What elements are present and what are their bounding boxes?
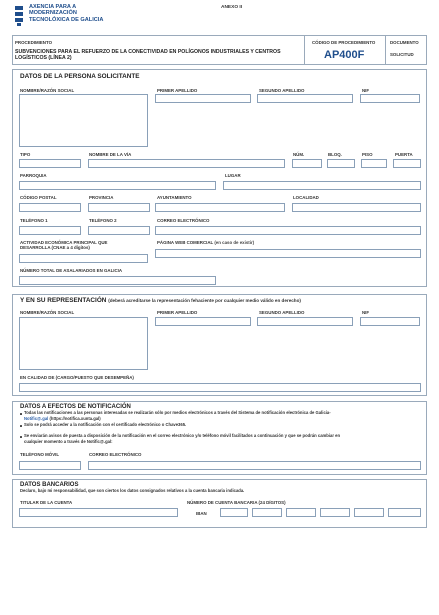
notification-text-1a: Todas las notificaciones a las personas interesadas se realizarán sólo por medios electrónicos a través del Sistema de notificación electrónica de Galicia-	[24, 410, 331, 415]
floor-field[interactable]	[361, 159, 387, 168]
agency-emblem-icon	[14, 5, 24, 27]
parish-field[interactable]	[19, 181, 216, 190]
street-name-label: NOMBRE DE LA VÍA	[89, 152, 132, 157]
notification-text-3b: cualquier momento a través de Notific@.gal:	[24, 438, 113, 444]
activity-label-2: DESARROLLA (CNAE a 4 dígitos)	[20, 245, 90, 250]
street-number-field[interactable]	[292, 159, 322, 168]
applicant-email-field[interactable]	[155, 226, 421, 235]
mobile-label: TELÉFONO MÓVIL	[20, 452, 60, 457]
place-label: LUGAR	[225, 173, 241, 178]
street-number-label: NÚM.	[293, 152, 305, 157]
applicant-nif-field[interactable]	[360, 94, 420, 103]
rep-surname2-field[interactable]	[257, 317, 353, 326]
postal-code-label: CÓDIGO POSTAL	[20, 195, 57, 200]
account-block5-field[interactable]	[388, 508, 421, 517]
account-entity-field[interactable]	[252, 508, 282, 517]
logo-line-1: AXENCIA PARA A	[29, 4, 77, 10]
account-number-label: NÚMERO DE CUENTA BANCARIA (24 DÍGITOS)	[187, 500, 286, 505]
notification-text-3a: Se enviarán avisos de puesta a disposición de la notificación en el correo electrónico y/o teléfono móvil facilitados a continuación y que se podrán cambiar en	[24, 433, 341, 438]
street-type-label: TIPO	[20, 152, 31, 157]
employees-label: NÚMERO TOTAL DE ASALARIADOS EN GALICIA	[20, 268, 123, 273]
phone1-label: TELÉFONO 1	[20, 218, 48, 223]
account-block4-field[interactable]	[354, 508, 384, 517]
municipality-label: AYUNTAMIENTO	[157, 195, 192, 200]
mobile-field[interactable]	[19, 461, 81, 470]
bank-section-title: DATOS BANCARIOS	[20, 482, 79, 488]
door-label: PUERTA	[395, 152, 413, 157]
applicant-email-label: CORREO ELECTRÓNICO	[157, 218, 210, 223]
account-holder-label: TITULAR DE LA CUENTA	[20, 500, 73, 505]
place-field[interactable]	[223, 181, 421, 190]
account-block3-field[interactable]	[320, 508, 350, 517]
representative-section-title	[20, 298, 301, 304]
logo-line-3: TECNOLÓXICA DE GALICIA	[29, 16, 104, 23]
applicant-section-title: DATOS DE LA PERSONA SOLICITANTE	[20, 73, 140, 80]
block-label: BLOQ.	[328, 152, 342, 157]
notification-text-1	[24, 410, 420, 421]
postal-code-field[interactable]	[19, 203, 81, 212]
phone1-field[interactable]	[19, 226, 81, 235]
locality-label: LOCALIDAD	[293, 195, 319, 200]
locality-field[interactable]	[292, 203, 421, 212]
phone2-field[interactable]	[88, 226, 150, 235]
activity-label: ACTIVIDAD ECONÓMICA PRINCIPAL QUE	[20, 240, 108, 245]
applicant-surname2-label: SEGUNDO APELLIDO	[259, 88, 305, 93]
bank-declaration: Declaro, bajo mi responsabilidad, que son ciertos los datos consignados relativos a la cuenta bancaria indicada.	[20, 488, 245, 493]
province-field[interactable]	[88, 203, 150, 212]
block-field[interactable]	[327, 159, 355, 168]
activity-field[interactable]	[19, 254, 148, 263]
applicant-name-label: NOMBRE/RAZÓN SOCIAL	[20, 88, 75, 93]
procedure-title: SUBVENCIONES PARA EL REFUERZO DE LA CONECTIVIDAD EN POLÍGONOS INDUSTRIALES Y CENTROS LOGÍSTICOS (LÍNEA 2)	[15, 49, 281, 62]
rep-nif-field[interactable]	[360, 317, 420, 326]
notification-email-label: CORREO ELECTRÓNICO	[89, 452, 142, 457]
account-holder-field[interactable]	[19, 508, 178, 517]
procedure-code-label: CÓDIGO DE PROCEDIMIENTO	[312, 40, 376, 45]
province-label: PROVINCIA	[89, 195, 114, 200]
document-value: SOLICITUD	[390, 52, 414, 57]
door-field[interactable]	[393, 159, 421, 168]
rep-role-field[interactable]	[19, 383, 421, 392]
representative-title-text: Y EN SU REPRESENTACIÓN	[20, 297, 107, 304]
rep-name-label: NOMBRE/RAZÓN SOCIAL	[20, 310, 75, 315]
notification-text-1b: (https://notifica.xunta.gal)	[48, 415, 101, 421]
website-field[interactable]	[155, 249, 421, 258]
street-name-field[interactable]	[88, 159, 285, 168]
document-label: DOCUMENTO	[390, 40, 419, 45]
applicant-surname1-label: PRIMER APELLIDO	[157, 88, 198, 93]
rep-name-field[interactable]	[19, 317, 148, 370]
notification-text-2: Solo se podrá acceder a la notificación con el certificado electrónico o Chave365.	[24, 422, 187, 427]
employees-field[interactable]	[19, 276, 216, 285]
rep-nif-label: NIF	[362, 310, 370, 315]
iban-label: IBAN	[196, 511, 207, 516]
representative-title-note: (deberá acreditarse la representación fehaciente por cualquier medio válido en derecho)	[108, 298, 301, 303]
notification-email-field[interactable]	[88, 461, 421, 470]
rep-surname1-label: PRIMER APELLIDO	[157, 310, 198, 315]
logo-line-2: MODERNIZACIÓN	[29, 10, 77, 17]
account-office-field[interactable]	[286, 508, 316, 517]
agency-logo	[14, 4, 104, 30]
website-label	[157, 241, 254, 245]
applicant-surname2-field[interactable]	[257, 94, 353, 103]
street-type-field[interactable]	[19, 159, 81, 168]
notification-text-3	[24, 433, 420, 444]
floor-label: PISO	[362, 152, 373, 157]
notifica-link[interactable]: Notific@.gal	[24, 415, 49, 421]
rep-role-label: EN CALIDAD DE (CARGO/PUESTO QUE DESEMPEÑA)	[20, 375, 134, 380]
applicant-surname1-field[interactable]	[155, 94, 251, 103]
iban-country-field[interactable]	[220, 508, 248, 517]
phone2-label: TELÉFONO 2	[89, 218, 117, 223]
procedure-label: PROCEDIMIENTO	[15, 40, 52, 45]
municipality-field[interactable]	[155, 203, 285, 212]
anexo-title: ANEXO II	[221, 5, 243, 10]
applicant-nif-label: NIF	[362, 88, 370, 93]
parish-label: PARROQUIA	[20, 173, 47, 178]
rep-surname2-label: SEGUNDO APELLIDO	[259, 310, 305, 315]
website-label-note: (en caso de existir)	[214, 240, 255, 245]
applicant-name-field[interactable]	[19, 94, 148, 147]
procedure-code: AP400F	[324, 49, 365, 61]
website-label-text: PÁGINA WEB COMERCIAL	[157, 240, 214, 245]
rep-surname1-field[interactable]	[155, 317, 251, 326]
notification-section-title: DATOS A EFECTOS DE NOTIFICACIÓN	[20, 404, 131, 410]
